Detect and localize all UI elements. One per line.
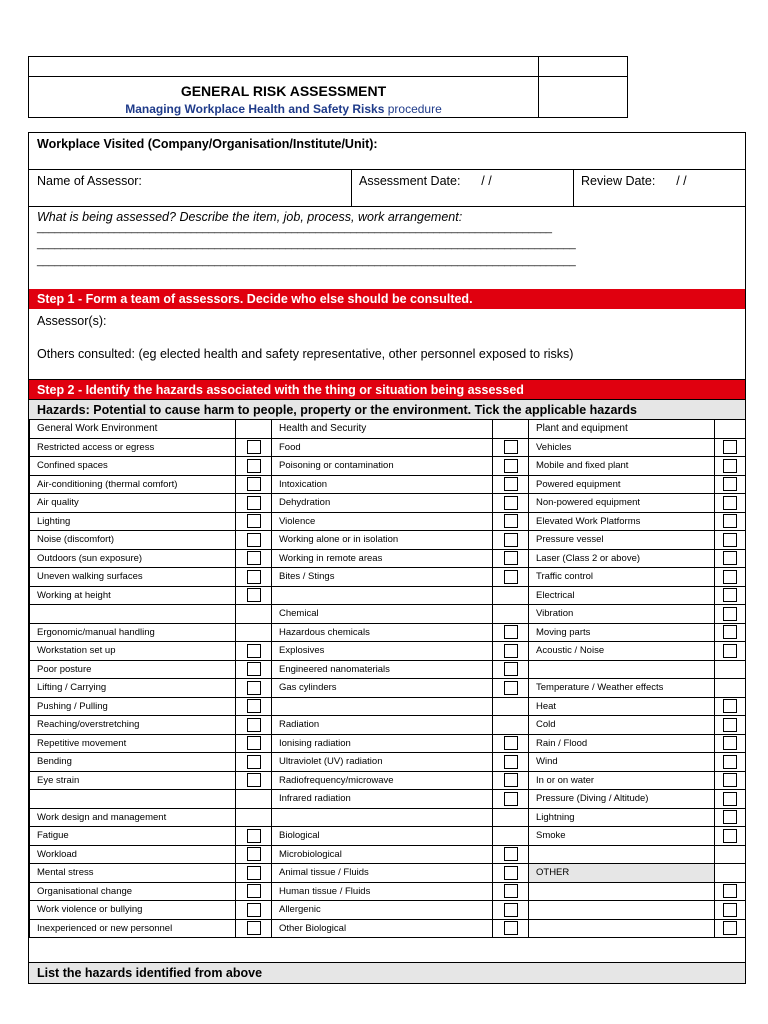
hazard-label: Organisational change: [30, 882, 236, 901]
hazard-label: Radiation: [272, 716, 493, 735]
hazard-label: Pressure vessel: [529, 531, 715, 550]
assessor-name-field[interactable]: Name of Assessor:: [37, 174, 142, 188]
hazard-checkbox[interactable]: [504, 514, 518, 528]
hazard-checkbox-cell: [493, 531, 529, 550]
hazard-checkbox[interactable]: [723, 459, 737, 473]
hazard-checkbox-cell: [493, 808, 529, 827]
hazard-checkbox-cell: [715, 457, 746, 476]
hazard-label: [272, 586, 493, 605]
hazard-checkbox-cell: [236, 827, 272, 846]
hazard-label: Laser (Class 2 or above): [529, 549, 715, 568]
hazard-label: Non-powered equipment: [529, 494, 715, 513]
hazard-checkbox[interactable]: [247, 847, 261, 861]
hazard-label: Heat: [529, 697, 715, 716]
hazard-row: [30, 660, 746, 679]
describe-line-3[interactable]: ___________________________________________________________________________________________: [37, 255, 576, 267]
document-title: GENERAL RISK ASSESSMENT: [180, 83, 387, 99]
hazard-row: [30, 549, 746, 568]
hazard-checkbox[interactable]: [504, 866, 518, 880]
hazard-checkbox[interactable]: [504, 755, 518, 769]
hazard-checkbox-cell: [493, 438, 529, 457]
hazard-checkbox-cell: [236, 568, 272, 587]
hazard-checkbox-cell: [236, 753, 272, 772]
hazard-label: Ultraviolet (UV) radiation: [272, 753, 493, 772]
hazard-checkbox[interactable]: [247, 718, 261, 732]
hazard-label: General Work Environment: [30, 420, 236, 439]
hazard-label: Working alone or in isolation: [272, 531, 493, 550]
hazard-checkbox-cell: [715, 549, 746, 568]
hazard-checkbox-cell: [715, 827, 746, 846]
hazard-checkbox[interactable]: [723, 829, 737, 843]
hazard-label: Gas cylinders: [272, 679, 493, 698]
hazard-label: Workload: [30, 845, 236, 864]
hazard-checkbox-cell: [236, 679, 272, 698]
hazard-checkbox-cell: [236, 697, 272, 716]
hazard-label: Smoke: [529, 827, 715, 846]
hazard-label: Repetitive movement: [30, 734, 236, 753]
hazard-row: [30, 771, 746, 790]
hazard-checkbox[interactable]: [723, 477, 737, 491]
others-consulted-field[interactable]: Others consulted: (eg elected health and safety representative, other personnel exposed to risks): [37, 347, 574, 361]
hazard-label: Biological: [272, 827, 493, 846]
hazard-checkbox-cell: [236, 808, 272, 827]
hazard-label: [529, 882, 715, 901]
hazard-label: Pressure (Diving / Altitude): [529, 790, 715, 809]
hazard-label: Confined spaces: [30, 457, 236, 476]
hazard-checkbox-cell: [715, 605, 746, 624]
hazard-label: Powered equipment: [529, 475, 715, 494]
hazard-checkbox-cell: [236, 901, 272, 920]
hazard-label: [529, 845, 715, 864]
hazard-checkbox[interactable]: [504, 644, 518, 658]
hazard-checkbox[interactable]: [504, 570, 518, 584]
hazard-checkbox[interactable]: [504, 792, 518, 806]
hazard-label: Air-conditioning (thermal comfort): [30, 475, 236, 494]
hazard-checkbox[interactable]: [504, 459, 518, 473]
hazard-checkbox-cell: [715, 623, 746, 642]
hazard-checkbox[interactable]: [504, 477, 518, 491]
hazard-checkbox-cell: [715, 716, 746, 735]
hazard-checkbox[interactable]: [504, 903, 518, 917]
hazard-checkbox-cell: [715, 642, 746, 661]
hazard-checkbox-cell: [493, 734, 529, 753]
hazard-label: Infrared radiation: [272, 790, 493, 809]
hazard-checkbox[interactable]: [247, 533, 261, 547]
hazard-checkbox-cell: [493, 716, 529, 735]
hazard-checkbox-cell: [715, 586, 746, 605]
hazard-checkbox-cell: [236, 549, 272, 568]
hazard-checkbox[interactable]: [504, 440, 518, 454]
hazard-checkbox[interactable]: [504, 847, 518, 861]
hazard-checkbox-cell: [715, 531, 746, 550]
hazard-label: Working in remote areas: [272, 549, 493, 568]
hazard-row: [30, 420, 746, 439]
hazard-checkbox[interactable]: [723, 533, 737, 547]
hazard-checkbox[interactable]: [723, 884, 737, 898]
hazard-checkbox[interactable]: [247, 588, 261, 602]
hazard-label: Noise (discomfort): [30, 531, 236, 550]
hazard-checkbox-cell: [493, 845, 529, 864]
hazard-label: Explosives: [272, 642, 493, 661]
hazard-checkbox-cell: [236, 512, 272, 531]
hazard-label: [30, 605, 236, 624]
hazard-checkbox-cell: [236, 845, 272, 864]
describe-line-2[interactable]: ___________________________________________________________________________________________: [37, 238, 576, 250]
hazard-label: OTHER: [529, 864, 715, 883]
hazard-checkbox-cell: [236, 531, 272, 550]
hazard-label: In or on water: [529, 771, 715, 790]
hazard-checkbox-cell: [715, 568, 746, 587]
hazard-checkbox[interactable]: [247, 699, 261, 713]
hazard-checkbox[interactable]: [723, 625, 737, 639]
hazard-label: Reaching/overstretching: [30, 716, 236, 735]
hazard-checkbox[interactable]: [247, 921, 261, 935]
hazard-checkbox-cell: [493, 864, 529, 883]
hazard-label: Hazardous chemicals: [272, 623, 493, 642]
hazard-row: [30, 734, 746, 753]
hazard-checkbox-cell: [493, 475, 529, 494]
hazard-checkbox[interactable]: [247, 829, 261, 843]
hazard-checkbox[interactable]: [504, 884, 518, 898]
hazard-checkbox[interactable]: [504, 921, 518, 935]
hazard-checkbox[interactable]: [723, 903, 737, 917]
assessment-date-field[interactable]: Assessment Date: / /: [359, 174, 492, 188]
hazard-label: Mobile and fixed plant: [529, 457, 715, 476]
hazard-label: [529, 919, 715, 938]
hazard-label: Work violence or bullying: [30, 901, 236, 920]
workplace-label: Workplace Visited (Company/Organisation/Institute/Unit):: [37, 137, 378, 151]
hazard-checkbox[interactable]: [247, 496, 261, 510]
hazard-checkbox-cell: [236, 864, 272, 883]
hazard-checkbox-cell: [715, 494, 746, 513]
hazard-row: [30, 512, 746, 531]
hazard-checkbox[interactable]: [723, 496, 737, 510]
hazard-checkbox-cell: [715, 438, 746, 457]
hazard-checkbox[interactable]: [504, 533, 518, 547]
hazard-checkbox-cell: [493, 753, 529, 772]
hazard-label: Wind: [529, 753, 715, 772]
hazard-label: Human tissue / Fluids: [272, 882, 493, 901]
hazard-checkbox-cell: [715, 790, 746, 809]
hazard-row: [30, 716, 746, 735]
hazard-checkbox-cell: [493, 827, 529, 846]
hazard-checkbox[interactable]: [247, 570, 261, 584]
hazard-row: [30, 845, 746, 864]
hazard-label: Radiofrequency/microwave: [272, 771, 493, 790]
hazard-checkbox-cell: [236, 790, 272, 809]
hazard-label: [529, 660, 715, 679]
hazard-label: Lightning: [529, 808, 715, 827]
hazard-row: [30, 457, 746, 476]
hazard-label: Plant and equipment: [529, 420, 715, 439]
hazard-label: Bending: [30, 753, 236, 772]
hazard-label: Working at height: [30, 586, 236, 605]
hazard-checkbox-cell: [236, 771, 272, 790]
hazard-checkbox[interactable]: [723, 551, 737, 565]
review-date-field[interactable]: Review Date: / /: [581, 174, 687, 188]
hazard-label: Moving parts: [529, 623, 715, 642]
hazard-checkbox-cell: [236, 420, 272, 439]
step2-banner: Step 2 - Identify the hazards associated with the thing or situation being assessed: [29, 379, 745, 399]
hazard-label: Inexperienced or new personnel: [30, 919, 236, 938]
hazard-checkbox-cell: [715, 771, 746, 790]
hazard-checkbox[interactable]: [504, 662, 518, 676]
hazard-row: [30, 808, 746, 827]
hazard-label: Outdoors (sun exposure): [30, 549, 236, 568]
hazard-checkbox-cell: [236, 605, 272, 624]
hazard-row: [30, 605, 746, 624]
hazard-checkbox-cell: [493, 679, 529, 698]
hazard-checkbox-cell: [493, 420, 529, 439]
hazard-checkbox-cell: [493, 660, 529, 679]
hazard-row: [30, 679, 746, 698]
hazard-checkbox[interactable]: [723, 773, 737, 787]
hazard-checkbox[interactable]: [247, 477, 261, 491]
hazard-checkbox[interactable]: [247, 681, 261, 695]
hazard-checkbox[interactable]: [247, 755, 261, 769]
hazard-label: Dehydration: [272, 494, 493, 513]
document-header: [28, 56, 628, 118]
hazard-checkbox-cell: [236, 734, 272, 753]
hazard-checkbox-cell: [493, 512, 529, 531]
hazard-label: Uneven walking surfaces: [30, 568, 236, 587]
hazard-checkbox-cell: [715, 475, 746, 494]
hazard-checkbox-cell: [493, 642, 529, 661]
hazard-checkbox-cell: [236, 475, 272, 494]
hazard-checkbox-cell: [236, 438, 272, 457]
hazard-checkbox[interactable]: [247, 644, 261, 658]
hazard-label: Other Biological: [272, 919, 493, 938]
hazard-checkbox-cell: [236, 586, 272, 605]
hazard-checkbox-cell: [715, 697, 746, 716]
hazard-checkbox-cell: [236, 660, 272, 679]
hazard-label: Elevated Work Platforms: [529, 512, 715, 531]
hazard-row: [30, 475, 746, 494]
hazard-checkbox[interactable]: [247, 662, 261, 676]
hazard-label: Restricted access or egress: [30, 438, 236, 457]
hazard-label: Eye strain: [30, 771, 236, 790]
hazard-checkbox-cell: [236, 919, 272, 938]
document-subtitle: Managing Workplace Health and Safety Risks procedure: [125, 102, 442, 116]
hazards-list-header: List the hazards identified from above: [29, 962, 745, 983]
describe-prompt: What is being assessed? Describe the item, job, process, work arrangement:: [37, 210, 463, 224]
hazard-checkbox[interactable]: [723, 718, 737, 732]
hazard-label: Mental stress: [30, 864, 236, 883]
hazard-checkbox-cell: [493, 919, 529, 938]
hazard-checkbox[interactable]: [247, 459, 261, 473]
hazard-checkbox-cell: [715, 753, 746, 772]
hazard-label: Ergonomic/manual handling: [30, 623, 236, 642]
hazard-row: [30, 790, 746, 809]
hazard-checkbox[interactable]: [247, 551, 261, 565]
hazard-checkbox[interactable]: [723, 755, 737, 769]
hazard-label: Electrical: [529, 586, 715, 605]
hazard-checkbox[interactable]: [247, 773, 261, 787]
hazard-checkbox-cell: [236, 457, 272, 476]
hazard-label: Ionising radiation: [272, 734, 493, 753]
hazard-checkbox[interactable]: [723, 588, 737, 602]
hazard-label: [272, 808, 493, 827]
hazard-checkbox[interactable]: [723, 440, 737, 454]
hazard-checkbox[interactable]: [723, 921, 737, 935]
hazard-checkbox-cell: [715, 420, 746, 439]
hazard-row: [30, 919, 746, 938]
hazard-checkbox[interactable]: [247, 903, 261, 917]
hazard-row: [30, 438, 746, 457]
hazard-label: Fatigue: [30, 827, 236, 846]
hazard-label: Engineered nanomaterials: [272, 660, 493, 679]
hazard-checkbox[interactable]: [247, 866, 261, 880]
hazard-label: Allergenic: [272, 901, 493, 920]
hazard-label: Air quality: [30, 494, 236, 513]
hazards-table: [29, 419, 746, 938]
hazard-label: Acoustic / Noise: [529, 642, 715, 661]
hazard-checkbox-cell: [493, 494, 529, 513]
hazard-checkbox-cell: [715, 919, 746, 938]
hazard-row: [30, 697, 746, 716]
hazard-checkbox[interactable]: [723, 810, 737, 824]
hazard-checkbox-cell: [493, 882, 529, 901]
hazard-checkbox-cell: [493, 605, 529, 624]
hazard-checkbox-cell: [715, 679, 746, 698]
hazard-row: [30, 494, 746, 513]
hazard-checkbox[interactable]: [504, 681, 518, 695]
hazard-label: Lighting: [30, 512, 236, 531]
hazard-checkbox-cell: [493, 586, 529, 605]
hazard-row: [30, 623, 746, 642]
hazard-checkbox-cell: [715, 512, 746, 531]
hazard-checkbox[interactable]: [504, 625, 518, 639]
hazard-row: [30, 586, 746, 605]
hazard-label: Traffic control: [529, 568, 715, 587]
hazard-checkbox[interactable]: [723, 792, 737, 806]
hazard-checkbox-cell: [715, 864, 746, 883]
hazard-row: [30, 827, 746, 846]
hazard-checkbox-cell: [715, 882, 746, 901]
hazard-row: [30, 568, 746, 587]
hazard-checkbox-cell: [493, 623, 529, 642]
hazard-checkbox-cell: [493, 790, 529, 809]
hazard-checkbox[interactable]: [723, 736, 737, 750]
hazard-checkbox[interactable]: [247, 440, 261, 454]
hazard-label: Rain / Flood: [529, 734, 715, 753]
hazard-checkbox-cell: [493, 549, 529, 568]
hazard-checkbox-cell: [493, 568, 529, 587]
hazard-row: [30, 882, 746, 901]
hazard-row: [30, 864, 746, 883]
hazard-label: Violence: [272, 512, 493, 531]
hazard-row: [30, 753, 746, 772]
hazard-checkbox-cell: [493, 901, 529, 920]
hazard-checkbox[interactable]: [504, 773, 518, 787]
hazard-checkbox-cell: [715, 845, 746, 864]
hazard-row: [30, 901, 746, 920]
hazard-checkbox-cell: [236, 882, 272, 901]
hazard-checkbox-cell: [715, 734, 746, 753]
hazard-checkbox-cell: [236, 494, 272, 513]
hazard-label: Pushing / Pulling: [30, 697, 236, 716]
hazard-label: Microbiological: [272, 845, 493, 864]
hazard-checkbox[interactable]: [504, 736, 518, 750]
risk-assessment-form: [28, 132, 746, 984]
hazard-checkbox[interactable]: [504, 496, 518, 510]
hazard-label: Work design and management: [30, 808, 236, 827]
hazard-label: [529, 901, 715, 920]
hazard-label: Workstation set up: [30, 642, 236, 661]
hazard-row: [30, 531, 746, 550]
hazard-checkbox-cell: [236, 716, 272, 735]
hazard-label: Health and Security: [272, 420, 493, 439]
hazard-checkbox[interactable]: [723, 570, 737, 584]
hazard-checkbox[interactable]: [723, 514, 737, 528]
hazard-checkbox[interactable]: [723, 644, 737, 658]
hazard-checkbox[interactable]: [247, 514, 261, 528]
hazard-label: Poisoning or contamination: [272, 457, 493, 476]
hazard-label: Intoxication: [272, 475, 493, 494]
hazard-checkbox[interactable]: [247, 884, 261, 898]
describe-line-1[interactable]: _______________________________________________________________________________________: [37, 222, 552, 234]
hazard-checkbox-cell: [236, 642, 272, 661]
hazard-label: [272, 697, 493, 716]
hazard-checkbox-cell: [715, 660, 746, 679]
hazard-checkbox-cell: [715, 901, 746, 920]
hazard-label: Food: [272, 438, 493, 457]
hazard-label: Animal tissue / Fluids: [272, 864, 493, 883]
hazard-label: [30, 790, 236, 809]
hazard-label: Vibration: [529, 605, 715, 624]
hazard-checkbox-cell: [236, 623, 272, 642]
hazard-label: Cold: [529, 716, 715, 735]
hazard-label: Chemical: [272, 605, 493, 624]
hazard-checkbox[interactable]: [723, 699, 737, 713]
hazard-checkbox[interactable]: [247, 736, 261, 750]
hazard-label: Bites / Stings: [272, 568, 493, 587]
hazard-checkbox-cell: [493, 771, 529, 790]
hazard-label: Temperature / Weather effects: [529, 679, 715, 698]
hazard-checkbox-cell: [493, 697, 529, 716]
hazard-checkbox-cell: [715, 808, 746, 827]
hazard-row: [30, 642, 746, 661]
hazard-checkbox-cell: [493, 457, 529, 476]
assessors-field[interactable]: Assessor(s):: [37, 314, 107, 328]
hazards-intro: Hazards: Potential to cause harm to people, property or the environment. Tick the applicable hazards: [29, 399, 745, 419]
step1-banner: Step 1 - Form a team of assessors. Decide who else should be consulted.: [29, 289, 745, 309]
hazard-checkbox[interactable]: [504, 551, 518, 565]
hazard-label: Poor posture: [30, 660, 236, 679]
hazard-label: Vehicles: [529, 438, 715, 457]
hazard-label: Lifting / Carrying: [30, 679, 236, 698]
hazard-checkbox[interactable]: [723, 607, 737, 621]
